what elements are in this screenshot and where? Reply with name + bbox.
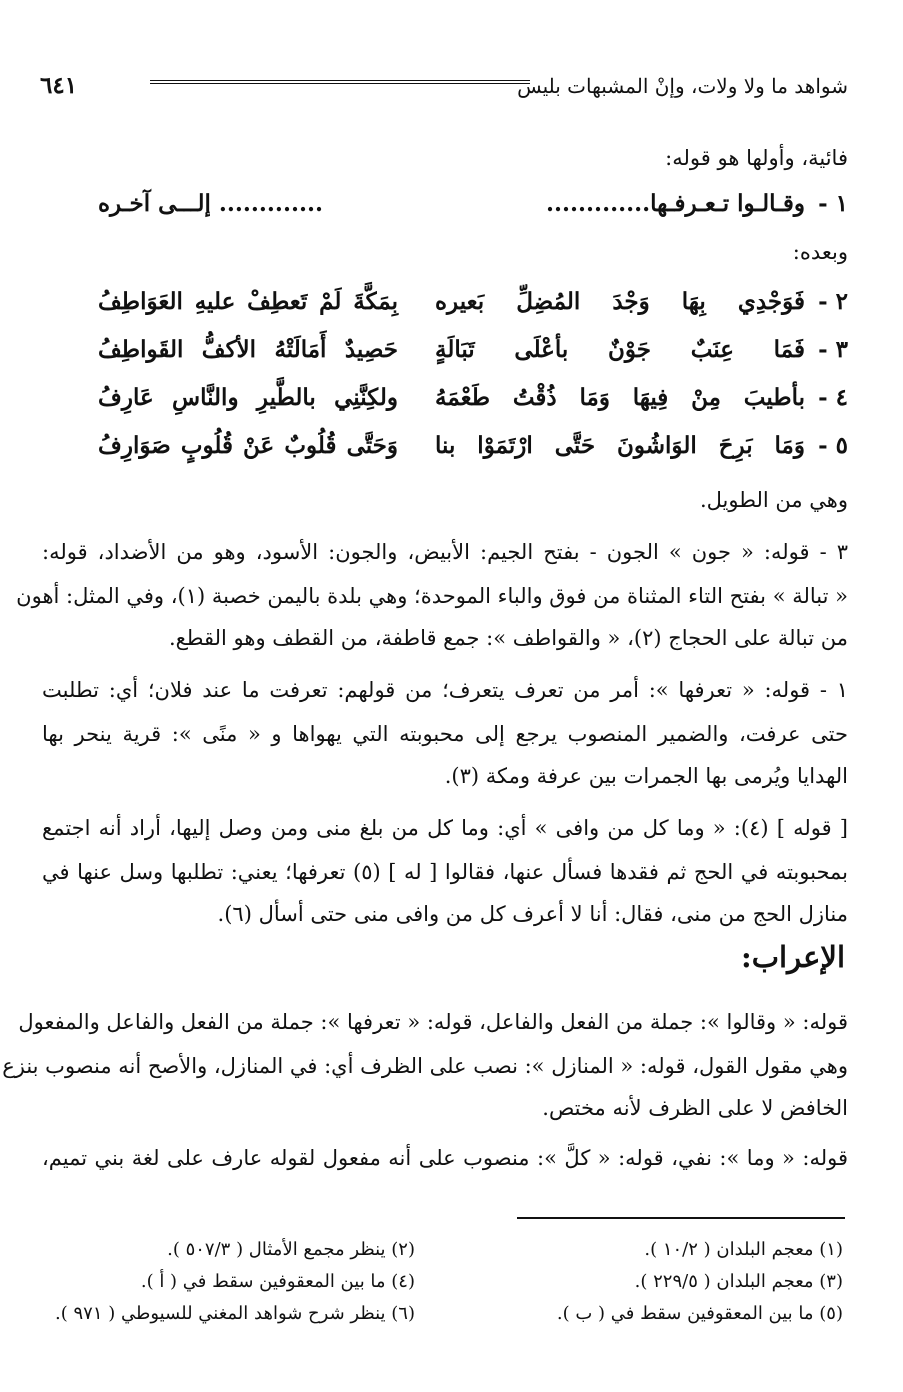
paragraph-line: [ قوله ] (٤): « وما كل من وافى » أي: وما كل من بلغ منى ومن وصل إليها، أراد أنه اجتمع xyxy=(42,816,848,840)
paragraph-line: ١ - قوله: « تعرفها »: أمر من تعرف يتعرف؛ من قولهم: تعرفت ما عند فلان؛ أي: تطلبت xyxy=(42,678,848,702)
footnote: (١) معجم البلدان ( ١٠/٢ ). xyxy=(644,1239,843,1260)
paragraph-line: ٣ - قوله: « جون » الجون - بفتح الجيم: الأبيض، والجون: الأسود، وهو من الأضداد، قوله: xyxy=(42,540,848,564)
paragraph-line: وهي مقول القول، قوله: « المنازل »: نصب على الظرف أي: في المنازل، والأصح أنه منصوب بنزع xyxy=(2,1054,848,1078)
intro-line: فائية، وأولها هو قوله: xyxy=(665,146,848,170)
verse-first-half: وَمَا بَرِحَ الوَاشُونَ حَتَّى ارْتَمَوْا بنا xyxy=(435,432,805,459)
running-header xyxy=(40,70,848,106)
verse-number: ١ - xyxy=(818,190,848,217)
verse-second-half: وَحَتَّى قُلُوبٌ عَنْ قُلُوبٍ صَوَارِفُ xyxy=(98,432,398,459)
footnote: (٦) ينظر شرح شواهد المغني للسيوطي ( ٩٧١ ). xyxy=(55,1303,415,1324)
verse-2 xyxy=(0,282,903,322)
verse-number: ٥ - xyxy=(818,432,848,459)
verse-3 xyxy=(0,330,903,370)
verse-first-half: فَمَا عِنَبٌ جَوْنٌ بأعْلَى تَبَالَةٍ xyxy=(435,336,805,363)
section-heading: الإعراب: xyxy=(741,940,845,974)
verse-number: ٤ - xyxy=(818,384,848,411)
paragraph-line: الخافض لا على الظرف لأنه مختص. xyxy=(542,1096,848,1120)
verse-second-half: ............. إلـــى آخـره xyxy=(98,190,323,217)
header-title: شواهد ما ولا ولات، وإنْ المشبهات بليس xyxy=(517,74,848,98)
footnote: (٤) ما بين المعقوفين سقط في ( أ ). xyxy=(140,1271,415,1292)
verse-second-half: حَصِيدٌ أَمَالَتْهُ الأكفُّ القَواطِفُ xyxy=(98,336,398,363)
paragraph-line: من تبالة على الحجاج (٢)، « والقواطف »: جمع قاطفة، من القطف وهو القطع. xyxy=(168,626,848,650)
verse-1 xyxy=(0,184,903,224)
page-number: ٦٤١ xyxy=(40,72,78,99)
paragraph-line: قوله: « وقالوا »: جملة من الفعل والفاعل، قوله: « تعرفها »: جملة من الفعل والفاعل والمفعول xyxy=(18,1010,848,1034)
header-rule xyxy=(150,80,530,88)
paragraph-line: بمحبوبته في الحج ثم فقدها فسأل عنها، فقالوا [ له ] (٥) تعرفها؛ يعني: تطلبها وسل عنها في xyxy=(42,860,848,884)
verse-first-half: بأطيبَ مِنْ فِيهَا وَمَا ذُقْتُ طَعْمَهُ xyxy=(435,384,805,411)
meter-note: وهي من الطويل. xyxy=(699,488,848,512)
paragraph-line: قوله: « وما »: نفي، قوله: « كلَّ »: منصوب على أنه مفعول لقوله عارف على لغة بني تميم، xyxy=(42,1146,848,1170)
footnote-rule xyxy=(517,1217,845,1219)
verse-number: ٢ - xyxy=(818,288,848,315)
paragraph-line: « تبالة » بفتح التاء المثناة من فوق والباء الموحدة؛ وهي بلدة باليمن خصبة (١)، وفي المثل: أهون xyxy=(16,584,848,608)
footnote: (٢) ينظر مجمع الأمثال ( ٥٠٧/٣ ). xyxy=(167,1239,415,1260)
paragraph-line: حتى عرفت، والضمير المنصوب يرجع إلى محبوبته التي يهواها و « منًى »: قرية ينحر بها xyxy=(42,722,848,746)
verse-4 xyxy=(0,378,903,418)
footnote: (٣) معجم البلدان ( ٢٢٩/٥ ). xyxy=(634,1271,843,1292)
footnote: (٥) ما بين المعقوفين سقط في ( ب ). xyxy=(556,1303,843,1324)
verse-second-half: بِمَكَّةَ لَمْ تَعطِفْ عليهِ العَوَاطِفُ xyxy=(98,288,398,315)
after-label: وبعده: xyxy=(792,240,848,264)
paragraph-line: منازل الحج من منى، فقال: أنا لا أعرف كل من وافى منى حتى أسأل (٦). xyxy=(217,902,848,926)
verse-5 xyxy=(0,426,903,466)
verse-first-half: فَوَجْدِي بِهَا وَجْدَ المُضِلِّ بَعيره xyxy=(435,288,805,315)
verse-first-half: وقـالـوا تـعـرفـها............. xyxy=(546,190,805,217)
verse-second-half: ولكِنَّنِي بالطَّيرِ والنَّاسِ عَارِفُ xyxy=(98,384,398,411)
paragraph-line: الهدايا ويُرمى بها الجمرات بين عرفة ومكة (٣). xyxy=(444,764,848,788)
verse-number: ٣ - xyxy=(818,336,848,363)
